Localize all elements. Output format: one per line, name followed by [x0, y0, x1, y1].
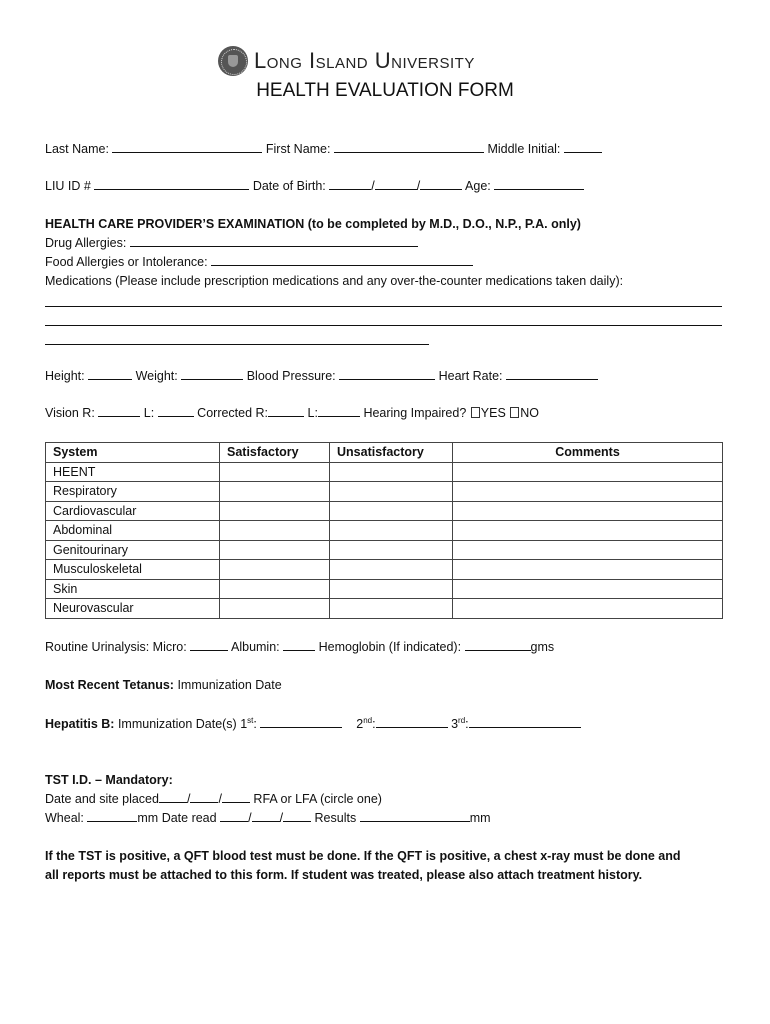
- tst-year-field[interactable]: [222, 792, 250, 803]
- table-header-row: [46, 443, 723, 463]
- age-field[interactable]: [494, 179, 584, 190]
- heart-rate-field[interactable]: [506, 369, 598, 380]
- yes-label: YES: [480, 406, 506, 420]
- vision-row: [45, 406, 539, 420]
- tst-note-line-1: If the TST is positive, a QFT blood test must be done. If the QFT is positive, a chest x-ray must be done and: [45, 849, 681, 863]
- header-satisfactory: Satisfactory: [220, 443, 330, 463]
- albumin-label: Albumin:: [231, 640, 280, 654]
- weight-field[interactable]: [181, 369, 243, 380]
- form-title: HEALTH EVALUATION FORM: [256, 80, 514, 101]
- age-label: Age:: [465, 179, 491, 193]
- read-day-field[interactable]: [252, 811, 280, 822]
- colon: :: [465, 717, 469, 732]
- second-suffix: nd: [363, 716, 373, 725]
- food-allergies-label: Food Allergies or Intolerance:: [45, 255, 208, 269]
- tst-heading: TST I.D. – Mandatory:: [45, 773, 173, 787]
- university-seal-icon: [218, 46, 248, 76]
- corrected-r-label: Corrected R:: [197, 406, 269, 420]
- mm-label: mm: [469, 811, 491, 825]
- hep-b-date-3-field[interactable]: [469, 717, 581, 728]
- unsatisfactory-cell[interactable]: [330, 560, 453, 580]
- satisfactory-cell[interactable]: [220, 501, 330, 521]
- tst-day-field[interactable]: [190, 792, 218, 803]
- tetanus-row: [45, 678, 282, 692]
- last-name-label: Last Name:: [45, 142, 109, 156]
- food-allergies-row: [45, 255, 473, 269]
- unsatisfactory-cell[interactable]: [330, 501, 453, 521]
- unsatisfactory-cell[interactable]: [330, 540, 453, 560]
- read-month-field[interactable]: [220, 811, 248, 822]
- hemoglobin-label: Hemoglobin (If indicated):: [318, 640, 462, 654]
- dob-year-field[interactable]: [420, 179, 462, 190]
- liu-id-field[interactable]: [94, 179, 249, 190]
- mm-date-read-label: mm Date read: [137, 811, 217, 825]
- table-row: [46, 579, 723, 599]
- first-suffix: st: [247, 716, 254, 725]
- table-row: [46, 482, 723, 502]
- hep-b-date-1-field[interactable]: [260, 717, 342, 728]
- gms-label: gms: [530, 640, 555, 654]
- comments-cell[interactable]: [453, 599, 723, 619]
- colon: :: [372, 717, 376, 732]
- date-site-label: Date and site placed: [45, 792, 159, 806]
- middle-initial-label: Middle Initial:: [487, 142, 561, 156]
- system-name: Respiratory: [46, 482, 220, 502]
- exam-heading: HEALTH CARE PROVIDER’S EXAMINATION (to be completed by M.D., D.O., N.P., P.A. only): [45, 217, 581, 231]
- satisfactory-cell[interactable]: [220, 540, 330, 560]
- table-row: [46, 599, 723, 619]
- first-name-field[interactable]: [334, 142, 484, 153]
- header-comments: Comments: [453, 443, 723, 463]
- third-suffix: rd: [458, 716, 466, 725]
- dob-separator: /: [416, 179, 421, 193]
- satisfactory-cell[interactable]: [220, 462, 330, 482]
- header-system: System: [46, 443, 220, 463]
- comments-cell[interactable]: [453, 501, 723, 521]
- comments-cell[interactable]: [453, 521, 723, 541]
- tetanus-label: Most Recent Tetanus:: [45, 678, 174, 692]
- comments-cell[interactable]: [453, 482, 723, 502]
- first-name-label: First Name:: [265, 142, 331, 156]
- blood-pressure-field[interactable]: [339, 369, 435, 380]
- urinalysis-row: [45, 640, 554, 654]
- comments-cell[interactable]: [453, 560, 723, 580]
- comments-cell[interactable]: [453, 579, 723, 599]
- drug-allergies-field[interactable]: [130, 236, 418, 247]
- tetanus-text: Immunization Date: [177, 678, 282, 692]
- no-checkbox[interactable]: [510, 407, 519, 418]
- second-label: 2: [356, 717, 364, 732]
- last-name-field[interactable]: [112, 142, 262, 153]
- tst-note-line-2: all reports must be attached to this form. If student was treated, please also attach treatment history.: [45, 868, 643, 882]
- id-row: [45, 179, 584, 193]
- corrected-l-label: L:: [307, 406, 318, 420]
- systems-table: [45, 442, 723, 619]
- system-name: Skin: [46, 579, 220, 599]
- results-label: Results: [314, 811, 357, 825]
- liu-id-label: LIU ID #: [45, 179, 91, 193]
- albumin-field[interactable]: [283, 640, 315, 651]
- medications-line[interactable]: [45, 306, 722, 307]
- university-name: Long Island University: [254, 48, 475, 73]
- header-unsatisfactory: Unsatisfactory: [330, 443, 453, 463]
- heart-rate-label: Heart Rate:: [438, 369, 503, 383]
- third-label: 3: [451, 717, 459, 732]
- system-name: Abdominal: [46, 521, 220, 541]
- food-allergies-field[interactable]: [211, 255, 473, 266]
- drug-allergies-row: [45, 236, 418, 250]
- micro-field[interactable]: [190, 640, 228, 651]
- corrected-r-field[interactable]: [268, 406, 304, 417]
- wheal-label: Wheal:: [45, 811, 84, 825]
- table-row: [46, 560, 723, 580]
- table-row: [46, 540, 723, 560]
- system-name: Musculoskeletal: [46, 560, 220, 580]
- tst-wheal-row: Wheal: mm Date read / / Results mm: [45, 811, 491, 825]
- unsatisfactory-cell[interactable]: [330, 462, 453, 482]
- table-row: [46, 462, 723, 482]
- dob-month-field[interactable]: [329, 179, 371, 190]
- hep-b-date-2-field[interactable]: [376, 717, 448, 728]
- tst-month-field[interactable]: [159, 792, 187, 803]
- corrected-l-field[interactable]: [318, 406, 360, 417]
- hearing-impaired-label: Hearing Impaired?: [363, 406, 467, 420]
- unsatisfactory-cell[interactable]: [330, 579, 453, 599]
- hemoglobin-field[interactable]: [465, 640, 531, 651]
- unsatisfactory-cell[interactable]: [330, 521, 453, 541]
- hepatitis-row: [45, 716, 581, 731]
- middle-initial-field[interactable]: [564, 142, 602, 153]
- urinalysis-label: Routine Urinalysis: Micro:: [45, 640, 187, 654]
- tst-date-row: Date and site placed / / RFA or LFA (circle one): [45, 792, 382, 806]
- no-label: NO: [520, 406, 540, 420]
- unsatisfactory-cell[interactable]: [330, 599, 453, 619]
- table-row: [46, 501, 723, 521]
- colon: :: [253, 717, 257, 732]
- vision-l-field[interactable]: [158, 406, 194, 417]
- height-label: Height:: [45, 369, 85, 383]
- blood-pressure-label: Blood Pressure:: [246, 369, 336, 383]
- table-row: [46, 521, 723, 541]
- name-row: [45, 142, 602, 156]
- vitals-row: [45, 369, 598, 383]
- vision-r-label: Vision R:: [45, 406, 95, 420]
- vision-r-field[interactable]: [98, 406, 140, 417]
- unsatisfactory-cell[interactable]: [330, 482, 453, 502]
- comments-cell[interactable]: [453, 540, 723, 560]
- weight-label: Weight:: [135, 369, 178, 383]
- satisfactory-cell[interactable]: [220, 482, 330, 502]
- read-year-field[interactable]: [283, 811, 311, 822]
- medications-label: Medications (Please include prescription medications and any over-the-counter medications taken daily):: [45, 274, 624, 288]
- system-name: HEENT: [46, 462, 220, 482]
- university-logo: [218, 44, 475, 78]
- dob-separator: /: [371, 179, 375, 193]
- yes-checkbox[interactable]: [471, 407, 480, 418]
- height-field[interactable]: [88, 369, 132, 380]
- medications-line[interactable]: [45, 325, 722, 326]
- satisfactory-cell[interactable]: [220, 599, 330, 619]
- medications-line[interactable]: [45, 344, 429, 345]
- dob-label: Date of Birth:: [252, 179, 326, 193]
- satisfactory-cell[interactable]: [220, 579, 330, 599]
- satisfactory-cell[interactable]: [220, 521, 330, 541]
- system-name: Genitourinary: [46, 540, 220, 560]
- vision-l-label: L:: [143, 406, 155, 420]
- dob-day-field[interactable]: [375, 179, 417, 190]
- system-name: Cardiovascular: [46, 501, 220, 521]
- results-field[interactable]: [360, 811, 470, 822]
- system-name: Neurovascular: [46, 599, 220, 619]
- comments-cell[interactable]: [453, 462, 723, 482]
- drug-allergies-label: Drug Allergies:: [45, 236, 127, 250]
- rfa-lfa-text: RFA or LFA (circle one): [253, 792, 382, 806]
- wheal-field[interactable]: [87, 811, 137, 822]
- hepatitis-text: Immunization Date(s) 1: [117, 717, 248, 732]
- satisfactory-cell[interactable]: [220, 560, 330, 580]
- hepatitis-label: Hepatitis B:: [45, 717, 115, 732]
